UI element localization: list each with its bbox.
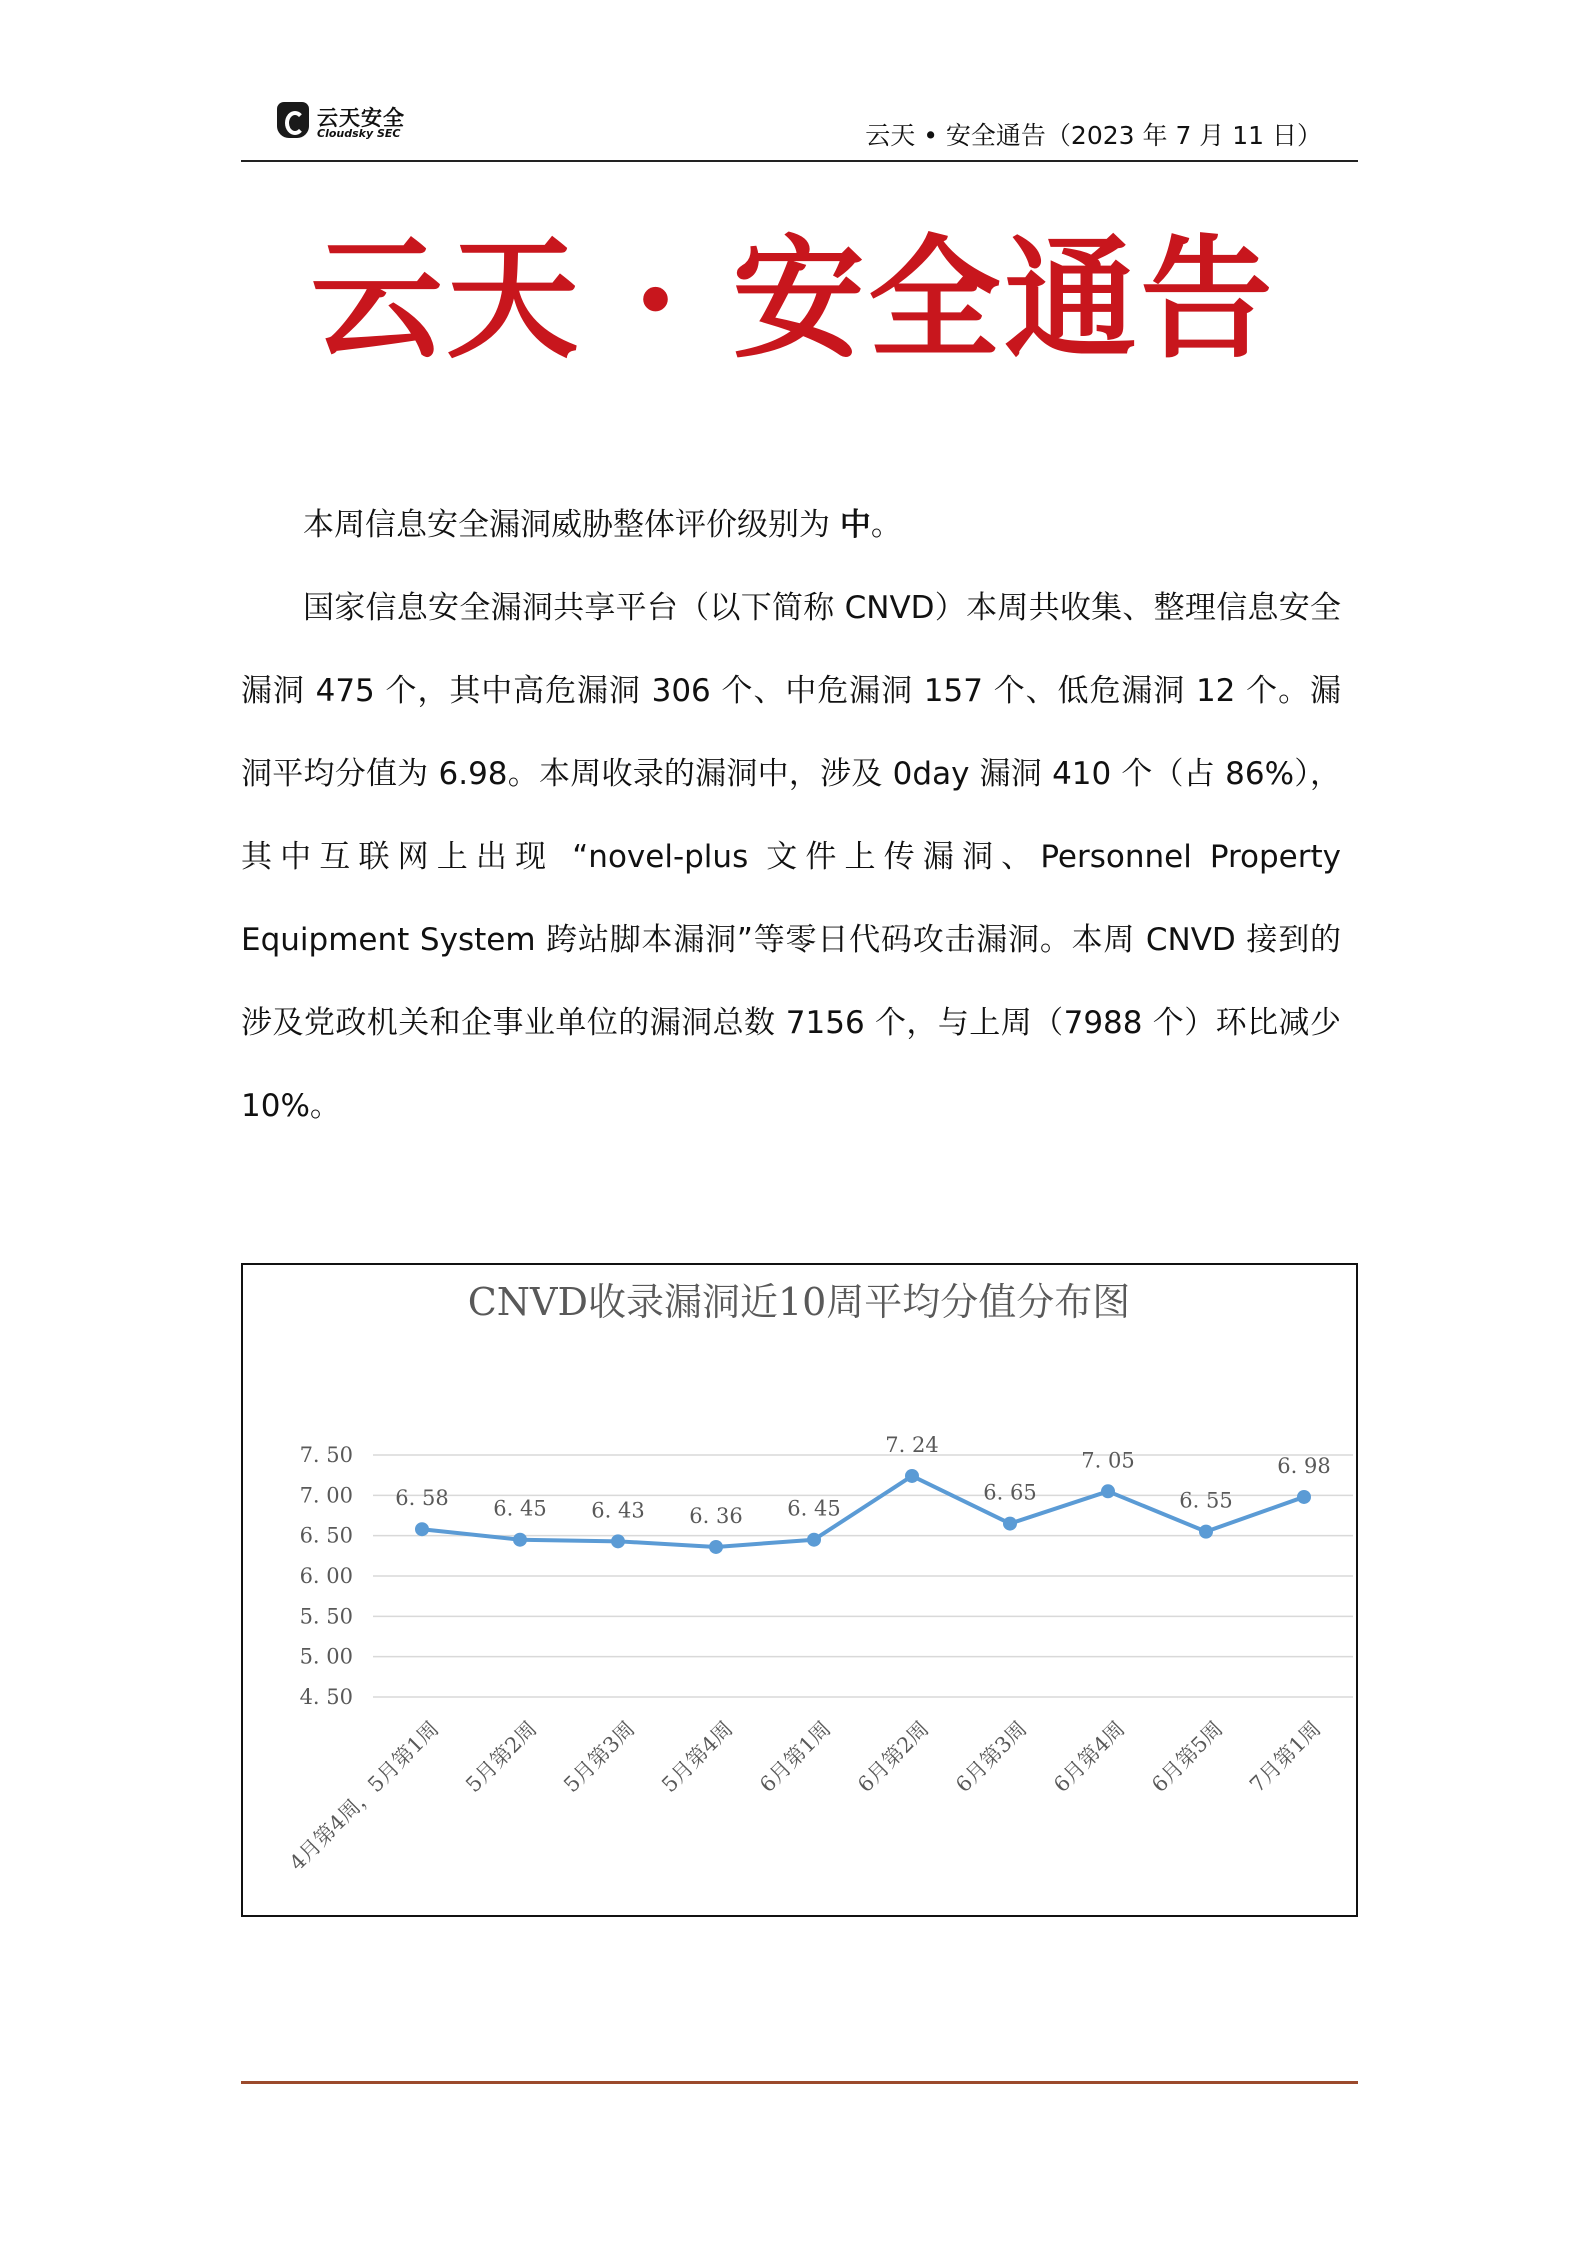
x-tick-label: 6月第2周 <box>853 1716 934 1797</box>
data-point <box>807 1533 821 1547</box>
y-tick-label: 7. 50 <box>299 1443 353 1467</box>
data-point <box>709 1540 723 1554</box>
chart-title: CNVD收录漏洞近10周平均分值分布图 <box>467 1280 1131 1324</box>
data-point <box>415 1522 429 1536</box>
data-label: 6. 55 <box>1179 1488 1233 1513</box>
line-chart-svg <box>243 1265 1356 1915</box>
data-label: 6. 36 <box>689 1503 743 1528</box>
data-label: 6. 58 <box>395 1486 449 1511</box>
x-tick-label: 5月第4周 <box>657 1716 738 1797</box>
data-point <box>905 1469 919 1483</box>
footer-divider <box>241 2081 1358 2084</box>
data-label: 7. 05 <box>1081 1448 1135 1473</box>
data-point <box>1297 1490 1311 1504</box>
data-point <box>513 1533 527 1547</box>
average-score-chart <box>241 1263 1358 1917</box>
data-label: 6. 45 <box>787 1496 841 1521</box>
data-point <box>1003 1517 1017 1531</box>
x-tick-label: 4月第4周，5月第1周 <box>284 1716 444 1876</box>
summary-paragraph: 国家信息安全漏洞共享平台（以下简称 CNVD）本周共收集、整理信息安全漏洞 475 个，其中高危漏洞 306 个、中危漏洞 157 个、低危漏洞 12 个。漏洞平均分值为 6.98。本周收录的漏洞中，涉及 0day 漏洞 410 个（占 86%），其中互联网上出现 “novel-plus 文件上传漏洞、Personnel Property Equipment System 跨站脚本漏洞”等零日代码攻击漏洞。本周 CNVD 接到的涉及党政机关和企事业单位的漏洞总数 7156 个，与上周（7988 个）环比减少 10%。 <box>241 590 1341 1124</box>
data-label: 6. 65 <box>983 1480 1037 1505</box>
y-tick-label: 7. 00 <box>299 1483 353 1508</box>
y-tick-label: 4. 50 <box>299 1685 353 1709</box>
x-tick-label: 6月第1周 <box>755 1716 836 1797</box>
data-label: 7. 24 <box>885 1432 939 1457</box>
data-label: 6. 43 <box>591 1498 645 1523</box>
threat-level-value: 中 <box>839 507 871 543</box>
threat-level-prefix: 本周信息安全漏洞威胁整体评价级别为 <box>303 507 840 543</box>
x-tick-label: 5月第2周 <box>461 1716 542 1797</box>
x-tick-label: 6月第5周 <box>1147 1716 1228 1797</box>
logo-chinese-name: 云天安全 <box>317 106 405 130</box>
y-tick-label: 6. 00 <box>299 1564 353 1588</box>
threat-level-paragraph <box>241 484 1341 567</box>
data-label: 6. 98 <box>1277 1453 1331 1478</box>
y-tick-label: 5. 00 <box>299 1644 353 1669</box>
x-tick-label: 6月第4周 <box>1049 1716 1130 1797</box>
x-tick-label: 7月第1周 <box>1245 1716 1326 1797</box>
data-label: 6. 45 <box>493 1496 547 1521</box>
data-point <box>1199 1525 1213 1539</box>
page-title: 云天 · 安全通告 <box>310 222 1277 377</box>
header-bulletin-date: 云天 • 安全通告（2023 年 7 月 11 日） <box>865 121 1322 150</box>
data-point <box>1101 1484 1115 1498</box>
logo-english-name: Cloudsky SEC <box>317 127 401 140</box>
y-tick-label: 6. 50 <box>299 1523 353 1548</box>
x-tick-label: 5月第3周 <box>559 1716 640 1797</box>
shield-logo-icon <box>277 102 309 138</box>
data-point <box>611 1534 625 1548</box>
x-tick-label: 6月第3周 <box>951 1716 1032 1797</box>
threat-level-suffix: 。 <box>870 507 902 543</box>
y-tick-label: 5. 50 <box>299 1604 353 1629</box>
company-logo <box>277 100 427 148</box>
page-header <box>241 96 1358 162</box>
